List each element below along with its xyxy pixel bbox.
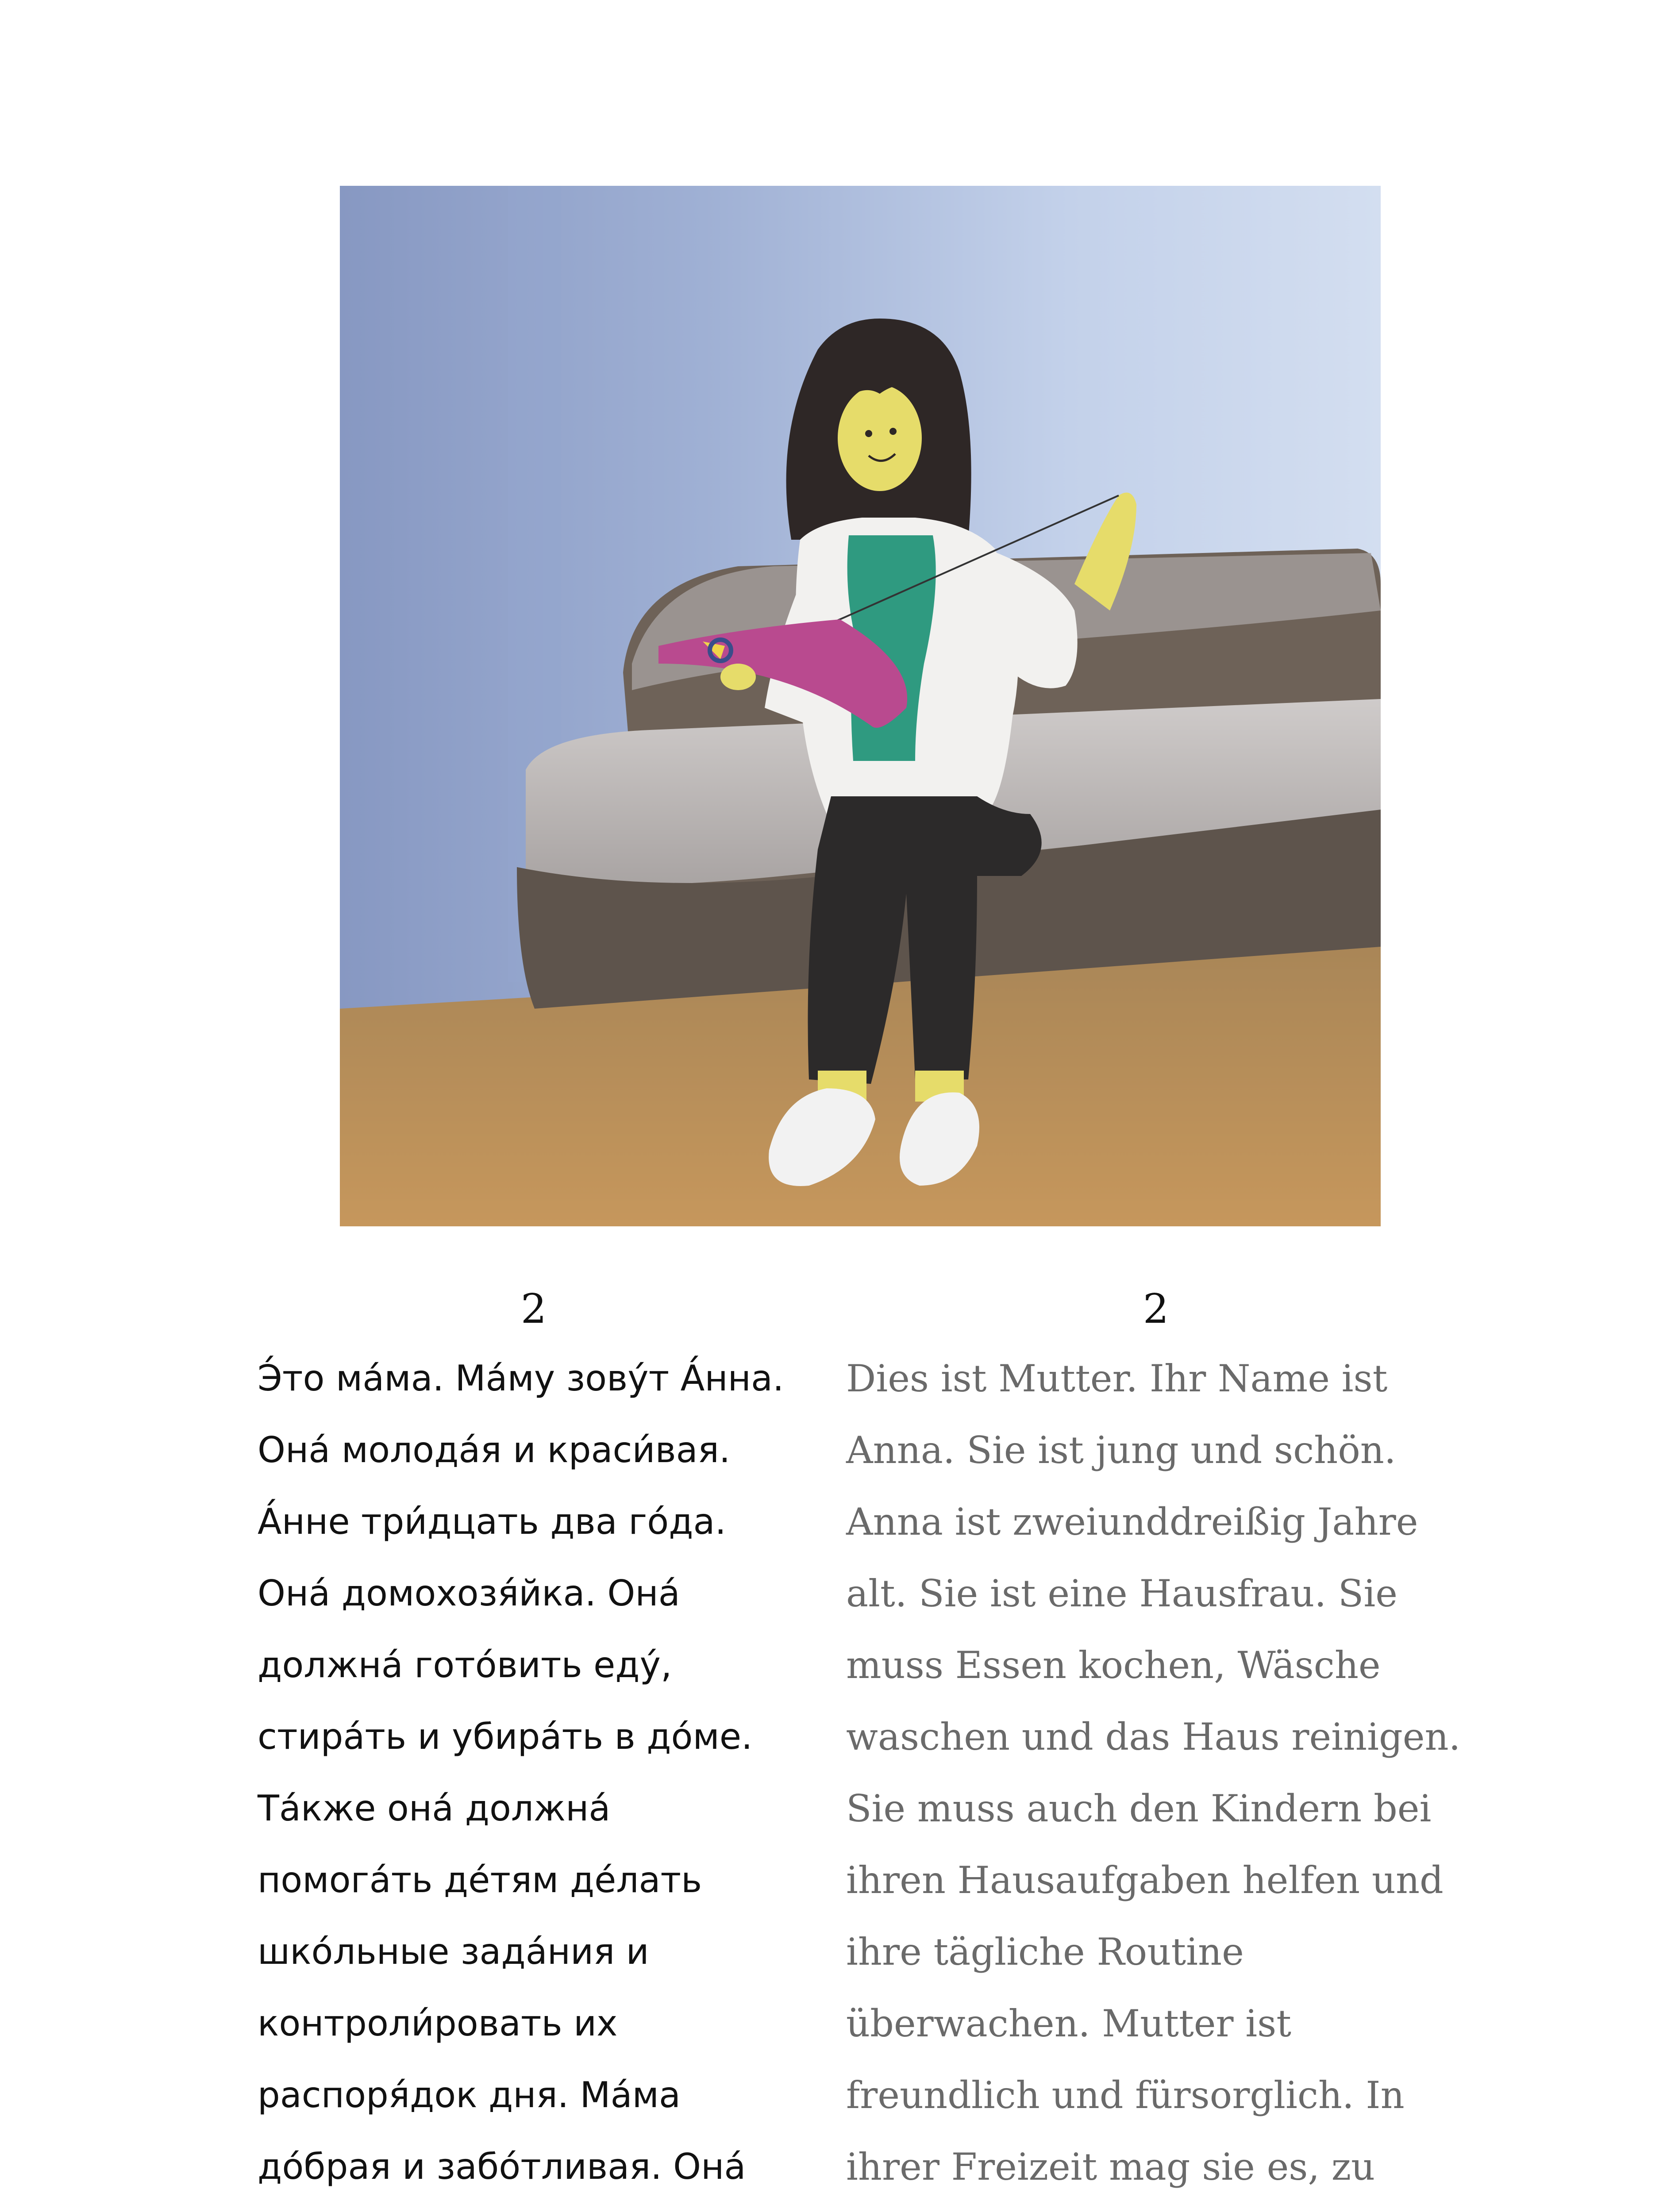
mother-embroidering-on-sofa-illustration	[340, 186, 1381, 1226]
german-line	[846, 2203, 1466, 2212]
german-line: Dies ist Mutter. Ihr Name ist	[846, 1357, 1388, 1400]
german-line: Anna. Sie ist jung und schön.	[846, 1429, 1396, 1472]
russian-line: Э́то ма́ма. Ма́му зову́т А́нна.	[258, 1358, 784, 1399]
german-line: Sie muss auch den Kindern bei	[846, 1787, 1432, 1830]
russian-paragraph-number: 2	[520, 1285, 547, 1333]
german-text	[846, 1343, 1466, 2212]
german-line: freundlich und fürsorglich. In	[846, 2074, 1405, 2117]
german-paragraph-number: 2	[1143, 1285, 1169, 1333]
russian-line: контроли́ровать их	[258, 2003, 618, 2044]
russian-line: распоря́док дня. Ма́ма	[258, 2074, 681, 2116]
german-line: muss Essen kochen, Wäsche	[846, 1644, 1381, 1687]
german-line: überwachen. Mutter ist	[846, 2002, 1291, 2045]
russian-text	[258, 1343, 828, 2212]
german-line: ihre tägliche Routine	[846, 1930, 1244, 1974]
russian-line: стира́ть и убира́ть в до́ме.	[258, 1716, 753, 1757]
russian-line: шко́льные зада́ния и	[258, 1931, 649, 1972]
russian-line: помога́ть де́тям де́лать	[258, 1859, 702, 1901]
russian-line: А́нне три́дцать два го́да.	[258, 1501, 726, 1542]
russian-line: до́брая и забо́тливая. Она́	[258, 2146, 746, 2187]
german-line: waschen und das Haus reinigen.	[846, 1715, 1461, 1759]
german-line: ihren Hausaufgaben helfen und	[846, 1859, 1444, 1902]
russian-line	[258, 2203, 828, 2212]
german-line: alt. Sie ist eine Hausfrau. Sie	[846, 1572, 1398, 1615]
russian-line: Та́кже она́ должна́	[258, 1788, 611, 1829]
illustration	[340, 186, 1381, 1226]
russian-line: должна́ гото́вить еду́,	[258, 1644, 672, 1686]
russian-line: Она́ домохозя́йка. Она́	[258, 1573, 680, 1614]
russian-line: Она́ молода́я и краси́вая.	[258, 1429, 731, 1471]
german-line: ihrer Freizeit mag sie es, zu	[846, 2145, 1375, 2189]
german-line: Anna ist zweiunddreißig Jahre	[846, 1500, 1418, 1544]
